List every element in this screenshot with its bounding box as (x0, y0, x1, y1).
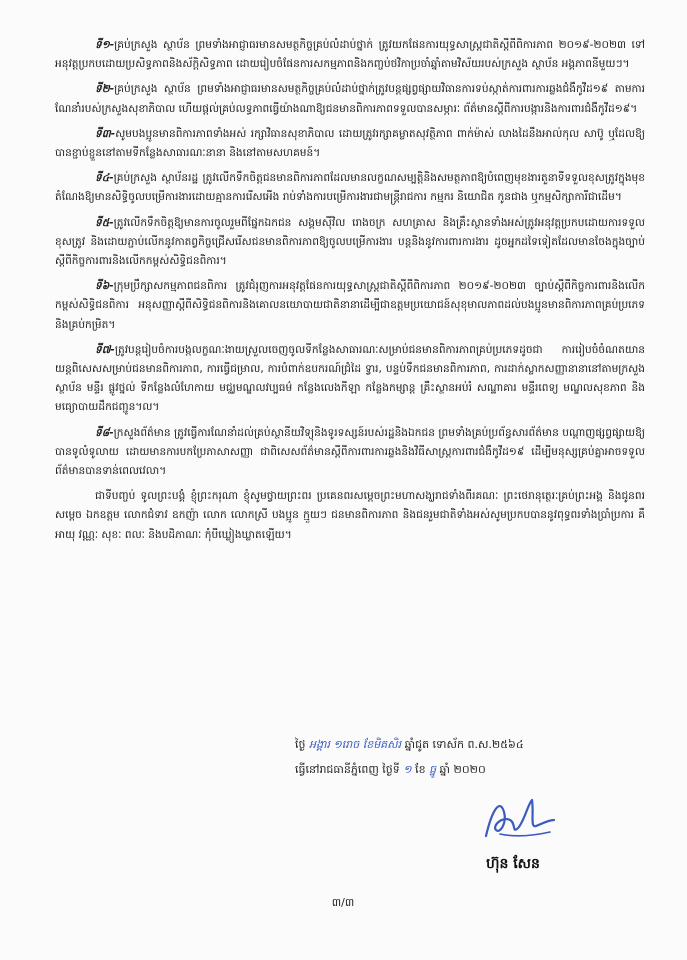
signer-name: ហ៊ុន សែន (486, 856, 540, 872)
paragraph-text: ក្រសួងព័ត៌មាន ត្រូវធ្វើការណែនាំដល់គ្រប់ស្ថានីយវិទ្យុនិងទូរទស្សន៍របស់រដ្ឋនិងឯកជន ព្រមទាំងគ្រប់ប្រព័ន្ធសារព័ត៌មាន បណ្តាញផ្សព្វផ្សាយឱ្យបានទូលំទូលាយ ដោយមានការបកប្រែភាសាសញ្ញា ជាពិសេសព័ត៌មានស្តីពីការពារការឆ្លងនិងវិធីសាស្ត្រការពារជំងឺកូវីដ១៩ ដើម្បីមនុស្សគ្រប់គ្នាអាចទទួលព័ត៌មានបានទាន់ពេលវេលា។ (55, 426, 645, 478)
solar-year: ២០២០ (453, 763, 486, 776)
paragraph-number: ទី១- (95, 39, 115, 51)
paragraph-text: គ្រប់ក្រសួង ស្ថាប័នរដ្ឋ ត្រូវលើកទឹកចិត្តជនមានពិការភាពដែលមានលក្ខណសម្បត្តិនិងសមត្ថភាពឱ្យបំពេញមុខងារតួនាទីទទួលខុសត្រូវក្នុងមុខតំណែងឱ្យមានសិទ្ធិចូលបម្រើការងារដោយគ្មានការរើសអើង រាប់ទាំងការបម្រើការងារជាមន្ត្រីរាជការ កម្មករ និយោជិត កូនជាង ឬកម្មសិក្សាការីជាដើម។ (55, 172, 645, 204)
paragraph-text: ត្រូវបន្តរៀបចំការបង្កលក្ខណៈងាយស្រួលចេញចូលទីកន្លែងសាធារណៈសម្រាប់ជនមានពិការភាពគ្រប់ប្រភេទដូចជា ការរៀបចំចំណតយានយន្តពិសេសសម្រាប់ជនមានពិការភាព, ការធ្វើជម្រាល, ការបំពាក់ឧបករណ៍ជ្រំដៃ ទ្វារ, បន្ទប់ទឹកជនមានពិការភាព, ការដាក់ស្លាកសញ្ញានានានៅតាមក្រសួង ស្ថាប័ន មន្ទីរ ផ្លូវថ្នល់ ទីកន្លែងលំហែកាយ មជ្ឈមណ្ឌលវប្បធម៌ កន្លែងលេងកីឡា កន្លែងកម្សាន្ត គ្រឹះស្ថានអប់រំ សណ្ឋាគារ មន្ទីរពេទ្យ មណ្ឌលសុខភាព និងមធ្យោបាយដឹកជញ្ជូន។ល។ (55, 343, 645, 414)
paragraph-3 (55, 125, 645, 163)
solar-month-label: ខែ (415, 763, 426, 776)
paragraph-8 (55, 424, 645, 482)
lunar-date-line (295, 738, 524, 754)
solar-day-handwritten: ១ (403, 763, 412, 776)
paragraph-number: ទី៧- (95, 343, 115, 356)
solar-month-handwritten: ធ្នូ (429, 763, 437, 776)
paragraph-2 (55, 80, 645, 118)
paragraph-number: ទី២- (95, 83, 115, 96)
paragraph-number: ទី៦- (95, 280, 114, 293)
closing-paragraph: ជាទីបញ្ចប់ ទូលព្រះបង្គំ ខ្ញុំព្រះករុណា ខ្ញុំសូមថ្វាយព្រះពរ ប្រគេនពរសម្តេចព្រះមហាសង្ឃរាជទាំងពីរគណៈ ព្រះថេរានុត្ថេរៈគ្រប់ព្រះអង្គ និងជូនពរ សម្តេច ឯកឧត្តម លោកជំទាវ ឧកញ៉ា លោក លោកស្រី បងប្អូន ក្មួយៗ ជនមានពិការភាព និងជនរួមជាតិទាំងអស់សូមប្រកបបាននូវពុទ្ធពរទាំងប្រាំប្រការ គឺ អាយុ វណ្ណៈ សុខៈ ពលៈ និងបដិភាណៈ កុំបីឃ្លៀងឃ្លាតឡើយ។ (55, 490, 645, 541)
document-body (55, 36, 645, 545)
lunar-date-rest: ឆ្នាំជូត ទោស័ក ព.ស.២៥៦៤ (404, 738, 524, 751)
paragraph-text: សូមបងប្អូនមានពិការភាពទាំងអស់ រក្សាវិធានសុខាភិបាល ដោយត្រូវរក្សាគម្លាតសុវត្ថិភាព ពាក់ម៉ាស់ លាងដៃនឹងអាល់កុល សាប៊ូ ឬដែលឱ្យបានខ្ជាប់ខ្ជួននៅតាមទីកន្លែងសាធារណៈនានា និងនៅតាមសហគមន៍។ (55, 127, 645, 160)
paragraph-number: ទី៥- (95, 216, 114, 229)
paragraph-number: ទី៤- (95, 172, 114, 185)
paragraph-text: ក្រុមប្រឹក្សាសកម្មភាពជនពិការ ត្រូវជំរុញការអនុវត្តផែនការយុទ្ធសាស្ត្រជាតិស្តីពីពិការភាព ២០១៩-២០២៣ ច្បាប់ស្តីពីកិច្ចការពារនិងលើកកម្ពស់សិទ្ធិជនពិការ អនុសញ្ញាស្តីពីសិទ្ធិជនពិការនិងគោលនយោបាយជាតិនានាដើម្បីជាឧត្តមប្រយោជន៍សុខុមាលភាពដល់បងប្អូនមានពិការភាពគ្រប់ប្រភេទនិងគ្រប់កម្រិត។ (55, 280, 645, 331)
paragraph-number: ទី៨- (95, 426, 114, 439)
paragraph-text: ត្រូវលើកទឹកចិត្តឱ្យមានការចូលរួមពីផ្នែកឯកជន សង្គមស៊ីវិល រោងចក្រ សហគ្រាស និងគ្រឹះស្ថានទាំងអស់ត្រូវអនុវត្តប្រកបដោយការទទួលខុសត្រូវ និងដោយភ្ជាប់លើកនូវកាតព្វកិច្ចជ្រើសរើសជនមានពិការភាពឱ្យចូលបម្រើការងារ បន្តនិងនូវការពារការងារ ដូចអ្នកដទៃទៀតដែលមានចែងក្នុងច្បាប់ស្តីពីកិច្ចការពារនិងលើកកម្ពស់សិទ្ធិជនពិការ។ (55, 216, 645, 268)
paragraph-7 (55, 341, 645, 418)
paragraph-6 (55, 277, 645, 335)
paragraph-text: គ្រប់ក្រសួង ស្ថាប័ន ព្រមទាំងអាជ្ញាធរមានសមត្ថកិច្ចគ្រប់លំដាប់ថ្នាក់ ត្រូវយកផែនការយុទ្ធសាស្ត្រជាតិស្តីពីពិការភាព ២០១៩-២០២៣ ទៅអនុវត្តប្រកបដោយប្រសិទ្ធភាពនិងស័ក្តិសិទ្ធភាព ដោយរៀបចំផែនការសកម្មភាពនិងកញ្ចប់ថវិកាប្រចាំឆ្នាំតាមវិស័យរបស់ក្រសួង ស្ថាប័ន អង្គភាពនីមួយៗ។ (55, 39, 645, 71)
page-number: ៣/៣ (331, 896, 355, 909)
solar-date-line (295, 763, 486, 779)
lunar-date-prefix: ថ្ងៃ (295, 738, 306, 751)
lunar-month-handwritten: ខែមិគសិរ (362, 738, 402, 751)
solar-year-label: ឆ្នាំ (439, 763, 451, 776)
lunar-date-handwritten: អង្គារ ១រោច (308, 738, 360, 751)
paragraph-number: ទី៣- (95, 127, 116, 140)
solar-date-prefix: ធ្វើនៅរាជធានីភ្នំពេញ ថ្ងៃទី (295, 763, 400, 776)
paragraph-text: គ្រប់ក្រសួង ស្ថាប័ន ព្រមទាំងអាជ្ញាធរមានសមត្ថកិច្ចគ្រប់លំដាប់ថ្នាក់ត្រូវបន្តផ្សព្វផ្សាយវិធានការទប់ស្កាត់ការពារការឆ្លងជំងឺកូវីដ១៩ តាមការណែនាំរបស់ក្រសួងសុខាភិបាល ហើយផ្តល់គ្រប់លទ្ធភាពធ្វើយ៉ាងណាឱ្យជនមានពិការភាពទទួលបានសម្ភារៈ ព័ត៌មានស្តីពីការបង្ការនិងការពារជំងឺកូវីដ១៩។ (55, 83, 645, 115)
paragraph-5 (55, 214, 645, 272)
paragraph-1 (55, 36, 645, 74)
signature-icon (478, 790, 558, 845)
paragraph-4 (55, 169, 645, 207)
